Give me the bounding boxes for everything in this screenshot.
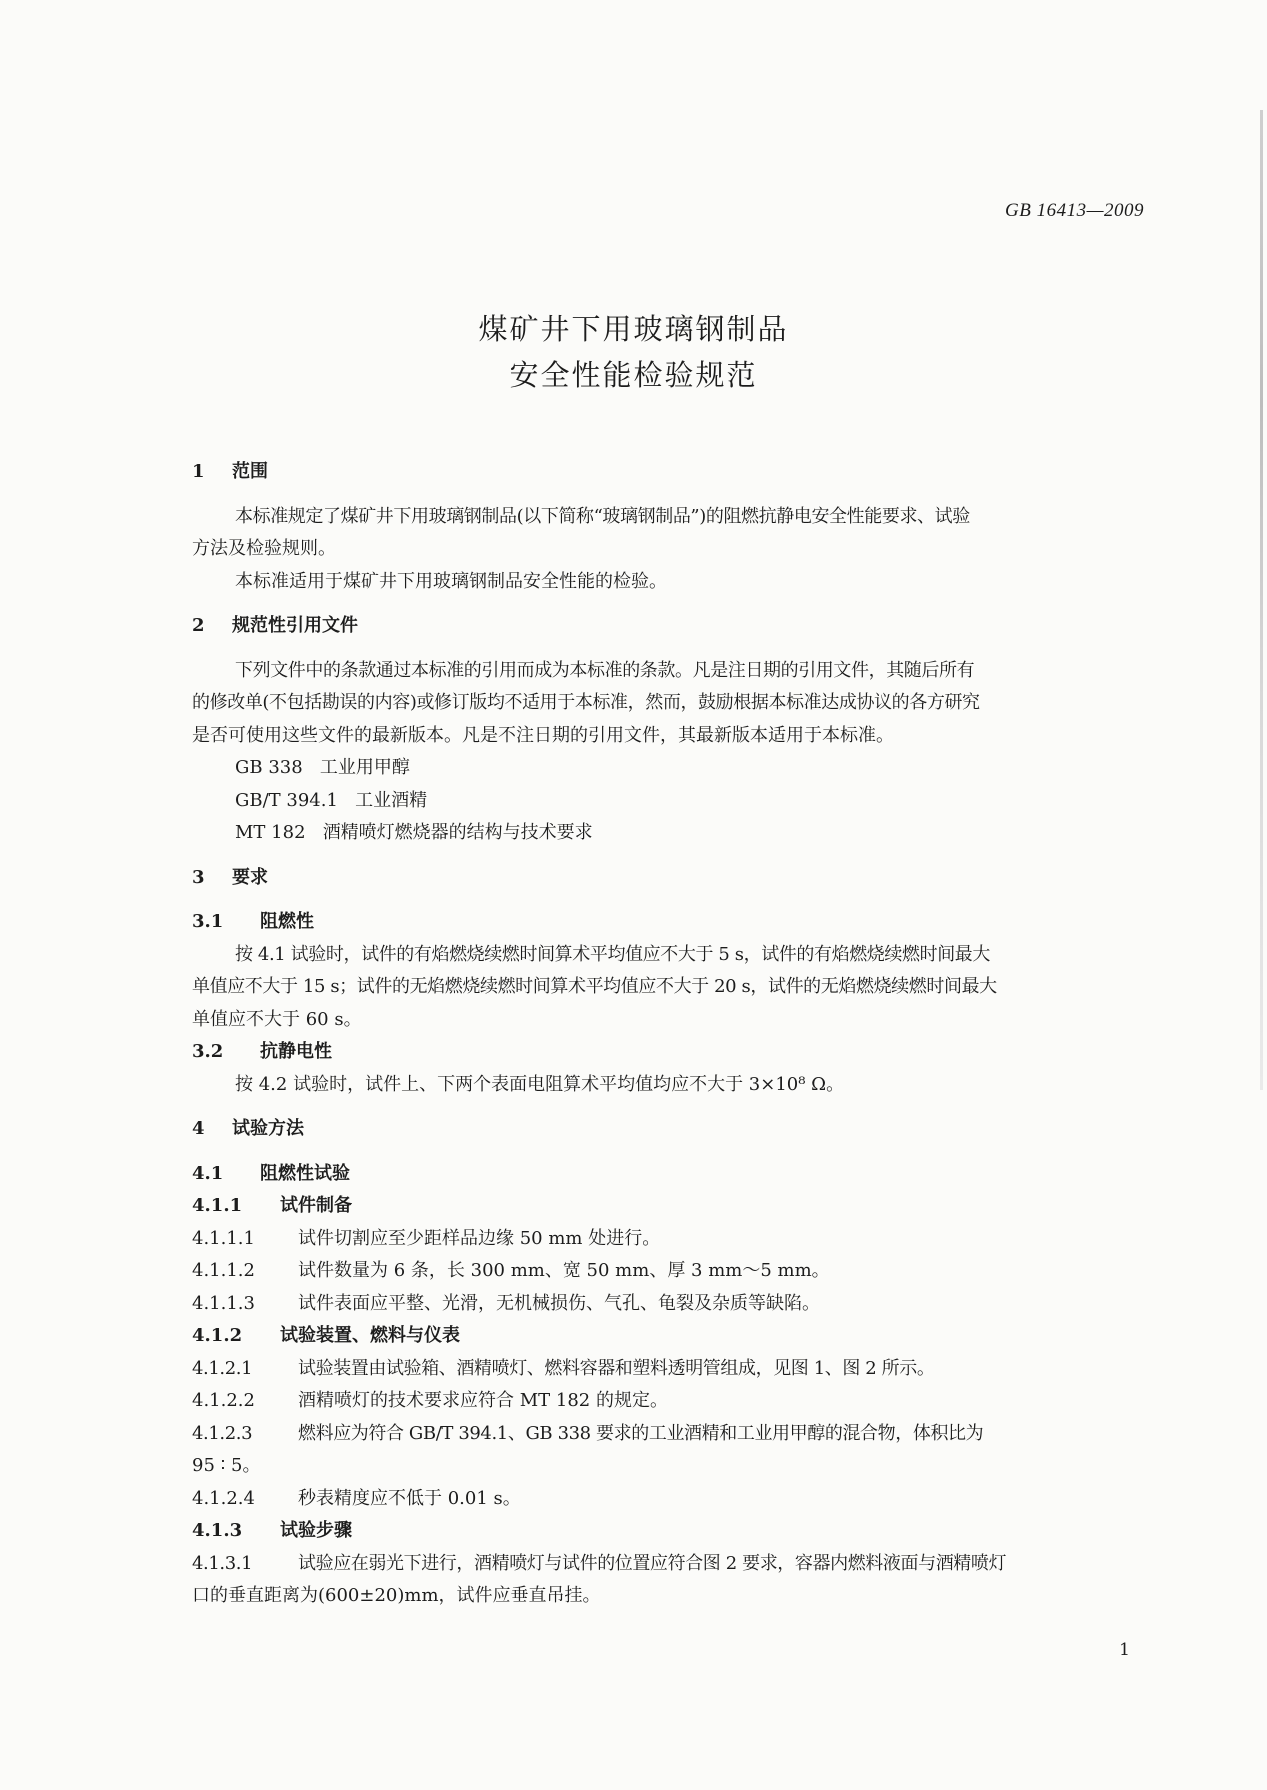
clause-item: 4.1.2.2 酒精喷灯的技术要求应符合 MT 182 的规定。 [192, 1390, 668, 1411]
paragraph-line: 本标准规定了煤矿井下用玻璃钢制品(以下简称“玻璃钢制品”)的阻燃抗静电安全性能要求、试验 [235, 505, 970, 527]
subsection-heading: 3.2 抗静电性 [192, 1041, 332, 1062]
subsection-heading: 3.1 阻燃性 [192, 911, 314, 932]
clause-item: 4.1.3.1 试验应在弱光下进行，酒精喷灯与试件的位置应符合图 2 要求，容器内燃料液面与酒精喷灯 [192, 1552, 1007, 1574]
section-heading: 2 规范性引用文件 [192, 615, 358, 636]
paragraph-line: 的修改单(不包括勘误的内容)或修订版均不适用于本标准，然而，鼓励根据本标准达成协议的各方研究 [192, 692, 980, 713]
paragraph-line: 95 ∶ 5。 [192, 1455, 261, 1476]
title-line-2: 安全性能检验规范 [509, 358, 758, 392]
reference-item: GB/T 394.1 工业酒精 [235, 789, 428, 811]
clause-item: 4.1.1.3 试件表面应平整、光滑，无机械损伤、气孔、龟裂及杂质等缺陷。 [192, 1292, 820, 1314]
clause-item: 4.1.2.4 秒表精度应不低于 0.01 s。 [192, 1487, 521, 1509]
subsection-heading: 4.1.2 试验装置、燃料与仪表 [192, 1325, 460, 1346]
section-heading: 3 要求 [192, 866, 268, 888]
paragraph-line: 按 4.1 试验时，试件的有焰燃烧续燃时间算术平均值应不大于 5 s，试件的有焰燃烧续燃时间最大 [235, 943, 990, 965]
paragraph-line: 是否可使用这些文件的最新版本。凡是不注日期的引用文件，其最新版本适用于本标准。 [192, 724, 894, 746]
paragraph-line: 本标准适用于煤矿井下用玻璃钢制品安全性能的检验。 [235, 570, 667, 592]
clause-item: 4.1.1.1 试件切割应至少距样品边缘 50 mm 处进行。 [192, 1227, 661, 1249]
subsection-heading: 4.1 阻燃性试验 [192, 1162, 350, 1184]
reference-item: GB 338 工业用甲醇 [235, 757, 410, 778]
paragraph-line: 方法及检验规则。 [192, 538, 336, 559]
paragraph-line: 单值应不大于 60 s。 [192, 1008, 362, 1030]
page-edge-shadow [1260, 110, 1263, 1090]
paragraph-line: 口的垂直距离为(600±20)mm，试件应垂直吊挂。 [192, 1585, 601, 1606]
paragraph-line: 下列文件中的条款通过本标准的引用而成为本标准的条款。凡是注日期的引用文件，其随后所有 [235, 659, 975, 681]
page-number: 1 [1119, 1640, 1130, 1660]
clause-item: 4.1.2.3 燃料应为符合 GB/T 394.1、GB 338 要求的工业酒精和工业用甲醇的混合物，体积比为 [192, 1422, 984, 1444]
clause-item: 4.1.2.1 试验装置由试验箱、酒精喷灯、燃料容器和塑料透明管组成，见图 1、图 2 所示。 [192, 1357, 935, 1379]
reference-item: MT 182 酒精喷灯燃烧器的结构与技术要求 [235, 822, 593, 843]
document-body [192, 456, 1152, 1613]
subsection-heading: 4.1.1 试件制备 [192, 1195, 352, 1216]
paragraph-line: 单值应不大于 15 s；试件的无焰燃烧续燃时间算术平均值应不大于 20 s，试件的无焰燃烧续燃时间最大 [192, 976, 997, 997]
paragraph-line: 按 4.2 试验时，试件上、下两个表面电阻算术平均值均应不大于 3×10⁸ Ω。 [235, 1073, 845, 1095]
section-heading: 1 范围 [192, 461, 268, 482]
document-title [0, 306, 1267, 398]
clause-item: 4.1.1.2 试件数量为 6 条，长 300 mm、宽 50 mm、厚 3 mm～5 mm。 [192, 1260, 830, 1281]
subsection-heading: 4.1.3 试验步骤 [192, 1520, 352, 1541]
title-line-1: 煤矿井下用玻璃钢制品 [478, 312, 789, 346]
section-heading: 4 试验方法 [192, 1118, 304, 1139]
standard-code: GB 16413—2009 [1005, 200, 1144, 221]
